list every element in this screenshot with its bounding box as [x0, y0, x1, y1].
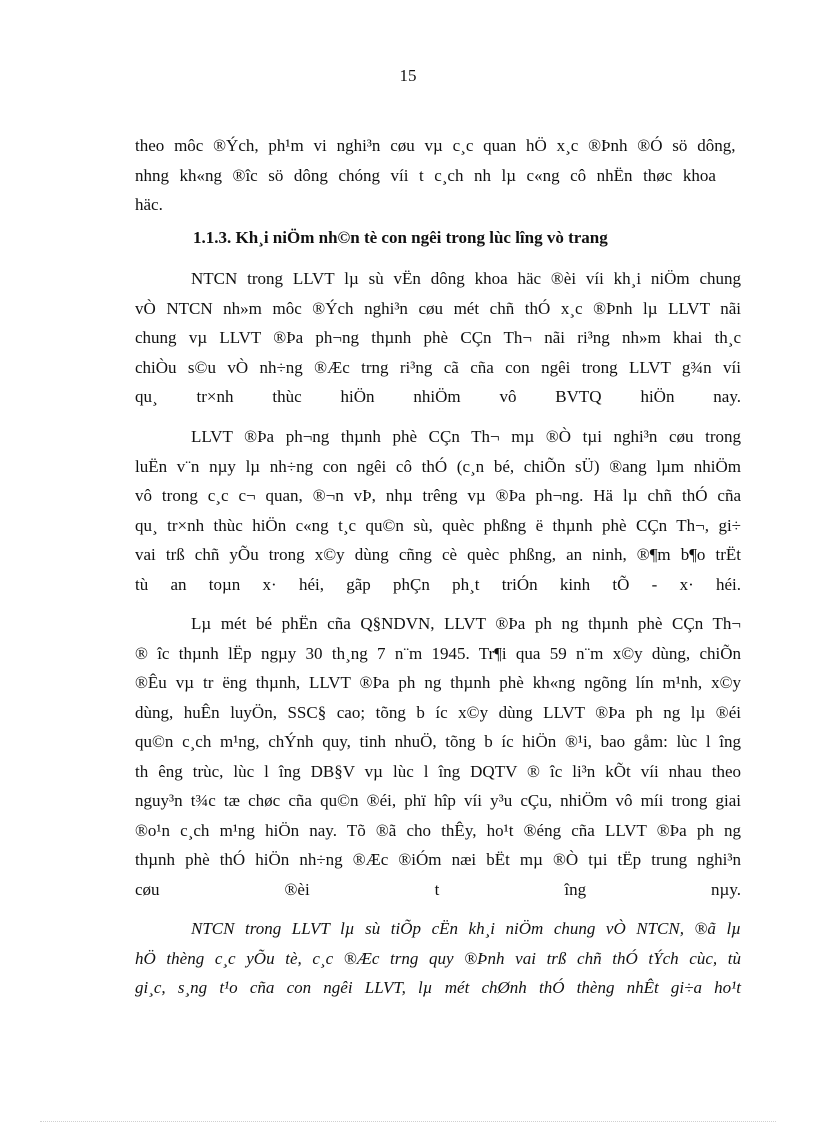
text-line: cøu ®èi t îng nµy. — [135, 879, 741, 899]
paragraph-4 — [135, 914, 741, 1003]
text-line: ®Êu vµ tr ëng thµnh, LLVT ®Þa ph ng thµnh phè kh«ng ngõng lín m¹nh, x©y — [135, 673, 741, 692]
text-line: ®o¹n c¸ch m¹ng hiÖn nay. Tõ ®ã cho thÊy, ho¹t ®éng cña LLVT ®Þa ph ng — [135, 820, 741, 840]
text-line: luËn v¨n nµy lµ nh÷ng con ngêi cô thÓ (c¸n bé, chiÕn sÜ) ®ang lµm nhiÖm — [135, 456, 741, 476]
text-line: qu©n c¸ch m¹ng, chÝnh quy, tinh nhuÖ, tõng b íc hiÖn ®¹i, bao gåm: lùc l îng — [135, 732, 741, 751]
page-bottom-divider — [40, 1121, 776, 1122]
text-line: qu¸ tr×nh thùc hiÖn nhiÖm vô BVTQ hiÖn nay. — [135, 387, 741, 406]
paragraph-2 — [135, 422, 741, 599]
text-line: qu¸ tr×nh thùc hiÖn c«ng t¸c qu©n sù, quèc phßng ë thµnh phè CÇn Th¬, gi÷ — [135, 515, 741, 535]
text-line: NTCN trong LLVT lµ sù vËn dông khoa häc ®èi víi kh¸i niÖm chung — [191, 269, 741, 288]
page-number: 15 — [399, 66, 417, 85]
paragraph-intro — [135, 131, 741, 220]
text-line: th êng trùc, lùc l îng DB§V vµ lùc l îng DQTV ® îc li³n kÕt víi nhau theo — [135, 761, 741, 781]
text-line: dùng, huÊn luyÖn, SSC§ cao; tõng b íc x©y dùng LLVT ®Þa ph ng lµ ®éi — [135, 702, 741, 722]
text-line: gi¸c, s¸ng t¹o cña con ngêi LLVT, lµ mét chØnh thÓ thèng nhÊt gi÷a ho¹t — [135, 978, 741, 997]
text-line: häc. — [135, 195, 163, 214]
text-line: vÒ NTCN nh»m môc ®Ých nghi³n cøu mét chñ thÓ x¸c ®Þnh lµ LLVT nãi — [135, 298, 741, 318]
text-line: chung vµ LLVT ®Þa ph¬ng thµnh phè CÇn Th¬ nãi ri³ng nh»m khai th¸c — [135, 328, 741, 347]
text-line: vai trß chñ yÕu trong x©y dùng cñng cè quèc phßng, an ninh, ®¶m b¶o trËt — [135, 545, 741, 564]
text-line: LLVT ®Þa ph¬ng thµnh phè CÇn Th¬ mµ ®Ò tµi nghi³n cøu trong — [191, 427, 741, 446]
text-line: theo môc ®Ých, ph¹m vi nghi³n cøu vµ c¸c quan hÖ x¸c ®Þnh ®Ó sö dông, — [135, 136, 736, 155]
paragraph-3 — [135, 609, 741, 904]
paragraph-1 — [135, 264, 741, 412]
text-line: ® îc thµnh lËp ngµy 30 th¸ng 7 n¨m 1945. Tr¶i qua 59 n¨m x©y dùng, chiÕn — [135, 643, 741, 663]
text-line: hÖ thèng c¸c yÕu tè, c¸c ®Æc trng quy ®Þnh vai trß chñ thÓ tÝch cùc, tù — [135, 948, 741, 968]
text-line: nhng kh«ng ®îc sö dông chóng víi t c¸ch nh lµ c«ng cô nhËn thøc khoa — [135, 165, 716, 185]
text-line: Lµ mét bé phËn cña Q§NDVN, LLVT ®Þa ph ng thµnh phè CÇn Th¬ — [191, 614, 741, 633]
text-line: chiÒu s©u vÒ nh÷ng ®Æc trng ri³ng cã cña con ngêi trong LLVT g¾n víi — [135, 357, 741, 377]
text-line: nguy³n t¾c tæ chøc cña qu©n ®éi, phï hîp víi y³u cÇu, nhiÖm vô míi trong giai — [135, 791, 741, 810]
section-heading: 1.1.3. Kh¸i niÖm nh©n tè con ngêi trong lùc lîng vò trang — [193, 228, 608, 247]
text-line: tù an toµn x· héi, gãp phÇn ph¸t triÓn kinh tÕ - x· héi. — [135, 574, 741, 594]
text-line: thµnh phè thÓ hiÖn nh÷ng ®Æc ®iÓm næi bËt mµ ®Ò tµi tËp trung nghi³n — [135, 850, 741, 869]
text-line: vô trong c¸c c¬ quan, ®¬n vÞ, nhµ trêng vµ ®Þa ph¬ng. Hä lµ chñ thÓ cña — [135, 486, 741, 505]
text-line: NTCN trong LLVT lµ sù tiÕp cËn kh¸i niÖm chung vÒ NTCN, ®ã lµ — [191, 919, 741, 938]
